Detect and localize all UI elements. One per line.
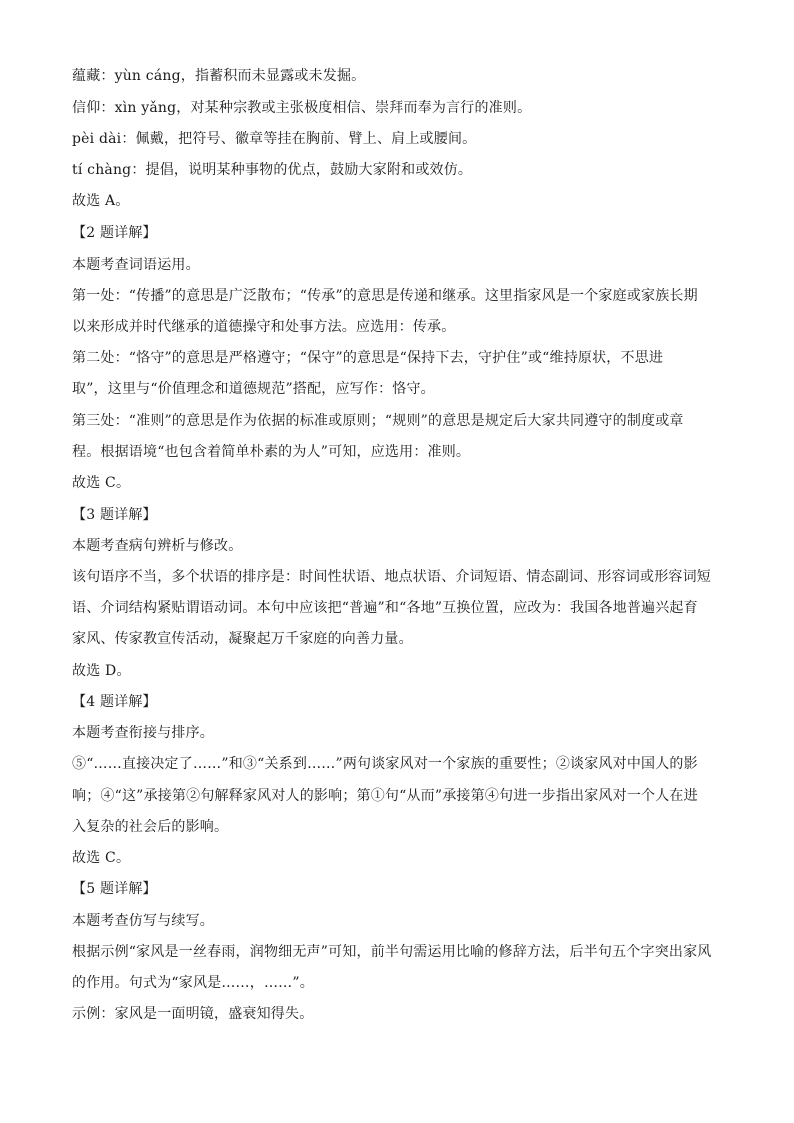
text-line-q4-topic: 本题考查衔接与排序。	[72, 725, 214, 741]
text-line-q2-p2a: 第二处：“恪守”的意思是严格遵守；“保守”的意思是“保持下去，守护住”或“维持原状，不思进	[72, 350, 664, 366]
answer-line-q4: 故选 C。	[72, 850, 131, 866]
text-line-q3-b: 语、介词结构紧贴谓语动词。本句中应该把“普遍”和“各地”互换位置，应改为：我国各地普遍兴起育	[72, 600, 698, 616]
answer-line-q3: 故选 D。	[72, 663, 131, 679]
answer-line-q1: 故选 A。	[72, 193, 130, 209]
text-line-q5-a: 根据示例“家风是一丝春雨，润物细无声”可知，前半句需运用比喻的修辞方法，后半句五个字突出家风	[72, 944, 712, 960]
text-line-pinyin-xinyang: 信仰：xìn yǎng，对某种宗教或主张极度相信、崇拜而奉为言行的准则。	[72, 100, 532, 116]
section-heading-q5: 【5 题详解】	[72, 881, 157, 897]
text-line-q4-b: 响；④“这”承接第②句解释家风对人的影响；第①句“从而”承接第④句进一步指出家风对一个人在进	[72, 788, 698, 804]
text-line-q4-c: 入复杂的社会后的影响。	[72, 819, 229, 835]
text-line-peidai: pèi dài：佩戴，把符号、徽章等挂在胸前、臂上、肩上或腰间。	[72, 131, 477, 147]
text-line-q2-p1b: 以来形成并时代继承的道德操守和处事方法。应选用：传承。	[72, 319, 456, 335]
text-line-q2-p3b: 程。根据语境“也包含着简单朴素的为人”可知，应选用：准则。	[72, 444, 471, 460]
text-line-q4-a: ⑤“……直接决定了……”和③“关系到……”两句谈家风对一个家族的重要性；②谈家风对中国人的影	[72, 756, 698, 772]
section-heading-q3: 【3 题详解】	[72, 507, 157, 523]
text-line-q2-p1a: 第一处：“传播”的意思是广泛散布；“传承”的意思是传递和继承。这里指家风是一个家庭或家族长期	[72, 288, 698, 304]
text-line-q2-p2b: 取”，这里与“价值理念和道德规范”搭配，应写作：恪守。	[72, 381, 435, 397]
text-line-q3-topic: 本题考查病句辨析与修改。	[72, 538, 243, 554]
text-line-q2-p3a: 第三处：“准则”的意思是作为依据的标准或原则；“规则”的意思是规定后大家共同遵守的制度或章	[72, 413, 684, 429]
text-line-q5-example: 示例：家风是一面明镜，盛衰知得失。	[72, 1006, 314, 1022]
section-heading-q4: 【4 题详解】	[72, 694, 157, 710]
text-line-q5-topic: 本题考查仿写与续写。	[72, 913, 214, 929]
section-heading-q2: 【2 题详解】	[72, 225, 157, 241]
text-line-q2-topic: 本题考查词语运用。	[72, 257, 200, 273]
text-line-tichang: tí chàng：提倡，说明某种事物的优点，鼓励大家附和或效仿。	[72, 162, 473, 178]
text-line-pinyin-yuncang: 蕴藏：yùn cáng，指蓄积而未显露或未发掘。	[72, 68, 366, 84]
text-line-q5-b: 的作用。句式为“家风是……，……”。	[72, 975, 314, 991]
answer-line-q2: 故选 C。	[72, 475, 131, 491]
text-line-q3-c: 家风、传家教宣传活动，凝聚起万千家庭的向善力量。	[72, 631, 413, 647]
text-line-q3-a: 该句语序不当，多个状语的排序是：时间性状语、地点状语、介词短语、情态副词、形容词或形容词短	[72, 569, 711, 585]
